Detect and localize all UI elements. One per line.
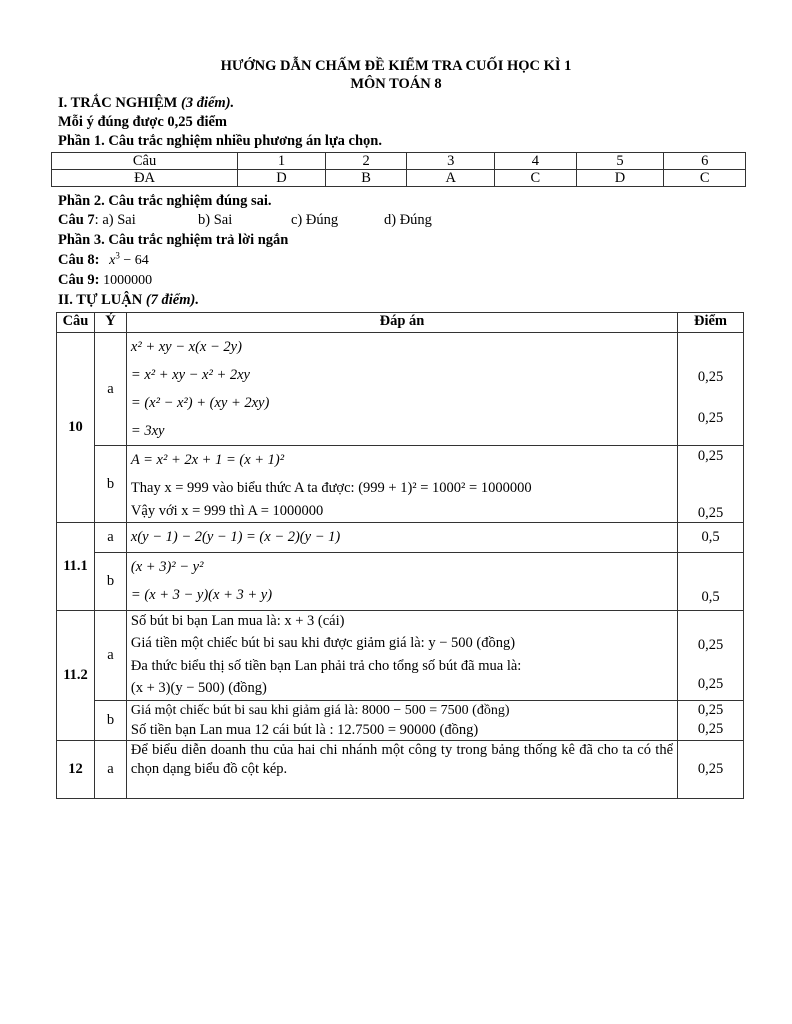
answer-line: = (x + 3 − y)(x + 3 + y) xyxy=(130,587,273,603)
col-header-points: Điểm xyxy=(678,313,744,333)
multiple-choice-answer-table xyxy=(51,152,746,187)
points-value: 0,25 xyxy=(697,410,724,426)
table-row xyxy=(57,553,744,611)
table-cell: B xyxy=(325,170,407,187)
points-value: 0,25 xyxy=(697,448,724,464)
table-cell: A xyxy=(407,170,495,187)
per-item-points: Mỗi ý đúng được 0,25 điểm xyxy=(58,114,227,130)
points-value: 0,25 xyxy=(697,637,724,653)
table-cell: 3 xyxy=(407,153,495,170)
answer-cell xyxy=(126,701,677,741)
question-number: 10 xyxy=(57,333,95,523)
answer-line: Đa thức biểu thị số tiền bạn Lan phải trả cho tổng số bút đã mua là: xyxy=(130,658,522,674)
points-cell xyxy=(678,553,744,611)
part3-title: Phần 3. Câu trắc nghiệm trả lời ngắn xyxy=(58,232,289,248)
table-header-row xyxy=(57,313,744,333)
section1-heading xyxy=(58,95,234,112)
table-row xyxy=(52,170,746,187)
section1-heading-text: I. TRẮC NGHIỆM xyxy=(58,95,178,111)
table-cell: ĐA xyxy=(52,170,238,187)
answer-line: x² + xy − x(x − 2y) xyxy=(130,339,242,355)
part-label: a xyxy=(94,611,126,701)
q7-label: Câu 7 xyxy=(58,212,95,228)
points-value: 0,25 xyxy=(697,702,724,718)
answer-line: = (x² − x²) + (xy + 2xy) xyxy=(130,395,270,411)
table-row xyxy=(57,611,744,701)
part-label: a xyxy=(94,741,126,799)
question-number: 12 xyxy=(57,741,95,799)
answer-cell: x(y − 1) − 2(y − 1) = (x − 2)(y − 1) xyxy=(126,523,677,553)
table-cell: D xyxy=(238,170,326,187)
q8-rest: − 64 xyxy=(119,253,149,268)
part2-title: Phần 2. Câu trắc nghiệm đúng sai. xyxy=(58,193,272,209)
answer-line: A = x² + 2x + 1 = (x + 1)² xyxy=(130,452,285,468)
q8-exp: 3 xyxy=(115,250,120,261)
table-row xyxy=(57,741,744,799)
answer-line: (x + 3)(y − 500) (đồng) xyxy=(130,680,267,696)
table-row xyxy=(57,701,744,741)
answer-cell: Để biểu diễn doanh thu của hai chi nhánh một công ty trong bảng thống kê đã cho ta có thể chọn dạng biểu đồ cột kép. xyxy=(126,741,677,799)
part1-title: Phần 1. Câu trắc nghiệm nhiều phương án lựa chọn. xyxy=(58,133,382,149)
q7-answers xyxy=(58,212,432,229)
table-cell: 6 xyxy=(664,153,746,170)
points-value: 0,25 xyxy=(697,369,724,385)
section2-heading-points: (7 điểm). xyxy=(145,292,199,308)
section2-heading xyxy=(58,292,199,309)
answer-line: Thay x = 999 vào biểu thức A ta được: (999 + 1)² = 1000² = 1000000 xyxy=(130,480,532,496)
answer-line: Vậy với x = 999 thì A = 1000000 xyxy=(130,503,324,519)
points-cell xyxy=(678,611,744,701)
table-cell: C xyxy=(495,170,577,187)
part-label: b xyxy=(94,446,126,523)
answer-line: Số tiền bạn Lan mua 12 cái bút là : 12.7500 = 90000 (đồng) xyxy=(130,722,479,738)
q9-value: 1000000 xyxy=(103,273,153,288)
points-value: 0,25 xyxy=(678,741,744,799)
points-cell xyxy=(678,446,744,523)
part-label: a xyxy=(94,333,126,446)
section1-heading-points: (3 điểm). xyxy=(181,95,235,111)
question-number: 11.2 xyxy=(57,611,95,741)
col-header-answer: Đáp án xyxy=(126,313,677,333)
table-cell: D xyxy=(576,170,664,187)
document-subtitle: MÔN TOÁN 8 xyxy=(350,76,442,92)
table-cell: 5 xyxy=(576,153,664,170)
section2-heading-text: II. TỰ LUẬN xyxy=(58,292,143,308)
answer-cell xyxy=(126,553,677,611)
question-number: 11.1 xyxy=(57,523,95,611)
answer-cell xyxy=(126,611,677,701)
q7-answer-c: c) Đúng xyxy=(291,212,339,228)
answer-line: Giá một chiếc bút bi sau khi giảm giá là: 8000 − 500 = 7500 (đồng) xyxy=(130,703,510,718)
q8-answer xyxy=(58,252,149,269)
answer-line: (x + 3)² − y² xyxy=(130,559,204,575)
q9-answer xyxy=(58,272,152,289)
table-row xyxy=(57,523,744,553)
table-row xyxy=(57,446,744,523)
answer-cell xyxy=(126,446,677,523)
part-label: b xyxy=(94,701,126,741)
points-value: 0,25 xyxy=(697,676,724,692)
table-cell: 2 xyxy=(325,153,407,170)
table-cell: C xyxy=(664,170,746,187)
q8-base: x xyxy=(109,253,116,268)
answer-line: Giá tiền một chiếc bút bi sau khi được giảm giá là: y − 500 (đồng) xyxy=(130,635,516,651)
part-label: b xyxy=(94,553,126,611)
table-cell: 1 xyxy=(238,153,326,170)
q9-label: Câu 9: xyxy=(58,272,100,288)
part-label: a xyxy=(94,523,126,553)
points-cell xyxy=(678,333,744,446)
points-cell xyxy=(678,701,744,741)
q7-answer-d: d) Đúng xyxy=(384,212,432,228)
answer-line: = 3xy xyxy=(130,423,165,439)
document-title: HƯỚNG DẪN CHẤM ĐỀ KIỂM TRA CUỐI HỌC KÌ 1 xyxy=(220,58,572,74)
answer-line: = x² + xy − x² + 2xy xyxy=(130,367,250,383)
points-value: 0,25 xyxy=(697,505,724,521)
q7-answer-a: : a) Sai xyxy=(94,212,136,228)
answer-line: Số bút bi bạn Lan mua là: x + 3 (cái) xyxy=(130,613,345,629)
answer-cell xyxy=(126,333,677,446)
table-row xyxy=(57,333,744,446)
points-value: 0,25 xyxy=(697,721,724,737)
essay-grading-table xyxy=(56,312,744,799)
col-header-question: Câu xyxy=(57,313,95,333)
table-cell: Câu xyxy=(52,153,238,170)
points-value: 0,5 xyxy=(678,523,744,553)
col-header-part: Ý xyxy=(94,313,126,333)
q8-label: Câu 8: xyxy=(58,252,100,268)
table-row xyxy=(52,153,746,170)
table-cell: 4 xyxy=(495,153,577,170)
q7-answer-b: b) Sai xyxy=(198,212,233,228)
points-value: 0,5 xyxy=(701,589,720,605)
